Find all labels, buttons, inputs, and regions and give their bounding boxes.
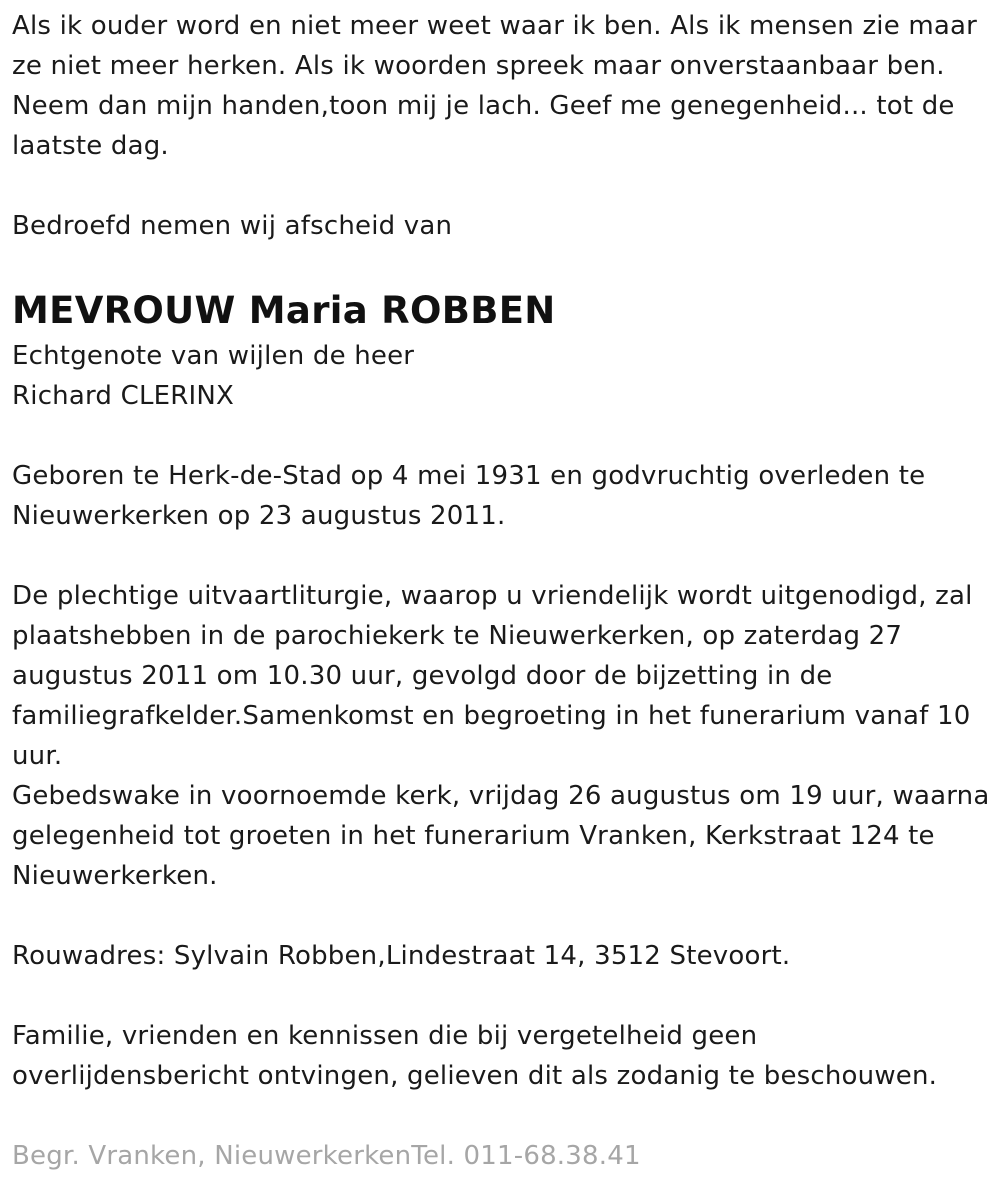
notice-line: overlijdensbericht ontvingen, gelieven dit als zodanig te beschouwen. bbox=[12, 1061, 938, 1091]
poem-line: laatste dag. bbox=[12, 131, 169, 161]
poem-paragraph bbox=[12, 6, 988, 166]
funeral-line: augustus 2011 om 10.30 uur, gevolgd door de bijzetting in de bbox=[12, 661, 833, 691]
address-line: Rouwadres: Sylvain Robben,Lindestraat 14, 3512 Stevoort. bbox=[12, 941, 791, 971]
funeral-paragraph bbox=[12, 576, 988, 896]
birth-death-line: Geboren te Herk-de-Stad op 4 mei 1931 en godvruchtig overleden te bbox=[12, 461, 926, 491]
poem-line: Als ik ouder word en niet meer weet waar ik ben. Als ik mensen zie maar bbox=[12, 11, 978, 41]
notice-paragraph bbox=[12, 1016, 988, 1096]
birth-death-line: Nieuwerkerken op 23 augustus 2011. bbox=[12, 501, 506, 531]
mourning-address bbox=[12, 936, 988, 976]
funeral-home-footer bbox=[12, 1136, 988, 1176]
funeral-line: De plechtige uitvaartliturgie, waarop u vriendelijk wordt uitgenodigd, zal bbox=[12, 581, 973, 611]
vigil-line: Nieuwerkerken. bbox=[12, 861, 218, 891]
vigil-line: gelegenheid tot groeten in het funerarium Vranken, Kerkstraat 124 te bbox=[12, 821, 935, 851]
poem-line: ze niet meer herken. Als ik woorden spreek maar onverstaanbaar ben. bbox=[12, 51, 945, 81]
footer-line: Begr. Vranken, NieuwerkerkenTel. 011-68.38.41 bbox=[12, 1141, 641, 1171]
vigil-line: Gebedswake in voornoemde kerk, vrijdag 26 augustus om 19 uur, waarna bbox=[12, 781, 990, 811]
intro-line: Bedroefd nemen wij afscheid van bbox=[12, 211, 453, 241]
spouse-name: Richard CLERINX bbox=[12, 381, 235, 411]
funeral-line: uur. bbox=[12, 741, 63, 771]
relation-line: Echtgenote van wijlen de heer bbox=[12, 341, 415, 371]
poem-line: Neem dan mijn handen,toon mij je lach. Geef me genegenheid... tot de bbox=[12, 91, 955, 121]
notice-line: Familie, vrienden en kennissen die bij vergetelheid geen bbox=[12, 1021, 758, 1051]
funeral-line: plaatshebben in de parochiekerk te Nieuwerkerken, op zaterdag 27 bbox=[12, 621, 903, 651]
relation-paragraph bbox=[12, 336, 988, 416]
intro-text bbox=[12, 206, 988, 246]
funeral-line: familiegrafkelder.Samenkomst en begroeting in het funerarium vanaf 10 bbox=[12, 701, 971, 731]
birth-death-paragraph bbox=[12, 456, 988, 536]
deceased-name: MEVROUW Maria ROBBEN bbox=[12, 289, 556, 332]
